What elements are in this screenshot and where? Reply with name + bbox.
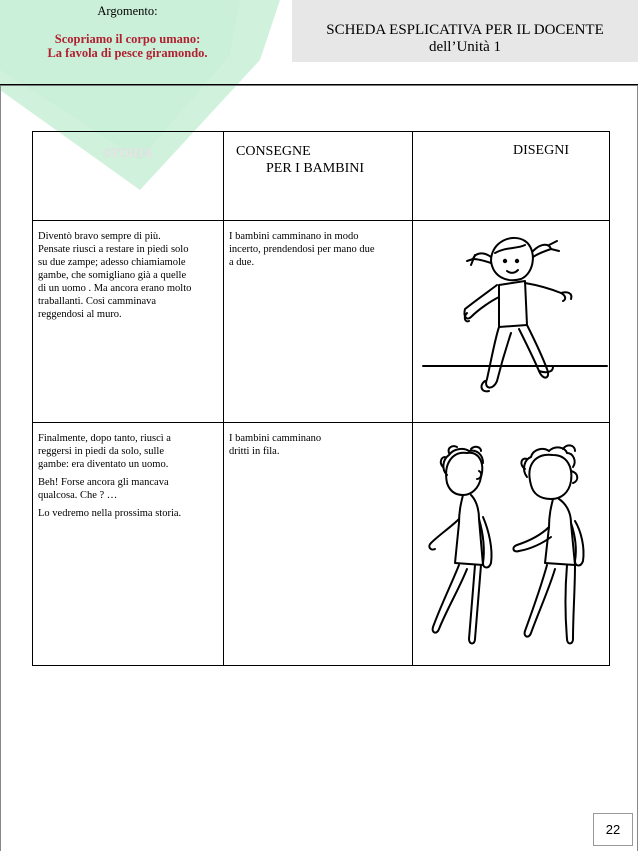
storia-line: gambe, che somigliano già a quelle — [38, 270, 187, 281]
page-border-left — [0, 86, 1, 851]
disegni-cell-1 — [413, 221, 610, 423]
disegni-cell-2 — [413, 423, 610, 666]
storia-line: qualcosa. Che ? … — [38, 490, 118, 501]
storia-text-1 — [33, 221, 223, 321]
storia-line: reggendosi al muro. — [38, 309, 122, 320]
storia-line: Pensate riuscì a restare in piedi solo — [38, 244, 189, 255]
header-cell-disegni — [413, 132, 610, 221]
table-row — [33, 221, 610, 423]
consegne-line: dritti in fila. — [229, 446, 280, 457]
consegne-line: I bambini camminano in modo — [229, 231, 359, 242]
consegne-text-1 — [224, 221, 412, 269]
header-disegni: DISEGNI — [513, 143, 569, 158]
header-rule-shadow — [0, 85, 638, 86]
consegne-line: I bambini camminano — [229, 433, 322, 444]
header-consegne-line-1: CONSEGNE — [236, 144, 311, 159]
consegne-cell-2 — [224, 423, 413, 666]
header-cell-storia — [33, 132, 224, 221]
storia-line: reggersi in piedi da solo, sulle — [38, 446, 164, 457]
table-header-row — [33, 132, 610, 221]
header-title: SCHEDA ESPLICATIVA PER IL DOCENTE — [326, 22, 604, 38]
storia-line: Lo vedremo nella prossima storia. — [38, 508, 182, 519]
storia-line: gambe: era diventato un uomo. — [38, 459, 169, 470]
storia-line: traballanti. Così camminava — [38, 296, 157, 307]
storia-line: Beh! Forse ancora gli mancava — [38, 477, 169, 488]
child-walking-drawing — [413, 221, 609, 422]
consegne-line: a due. — [229, 257, 255, 268]
argomento-line-1: Scopriamo il corpo umano: — [54, 32, 201, 46]
argomento-label: Argomento: — [97, 4, 158, 18]
header-consegne — [224, 132, 412, 177]
argomento-block — [0, 0, 300, 90]
storia-paragraph-3 — [38, 507, 219, 520]
header-subtitle: dell’Unità 1 — [428, 39, 502, 55]
storia-line: Finalmente, dopo tanto, riuscì a — [38, 433, 171, 444]
argomento-line-2: La favola di pesce giramondo. — [47, 46, 208, 60]
storia-text-2 — [33, 423, 223, 520]
storia-cell-2 — [33, 423, 224, 666]
explanation-table — [32, 131, 610, 666]
header-box — [292, 0, 638, 62]
consegne-text-2 — [224, 423, 412, 458]
storia-line: su due zampe; adesso chiamiamole — [38, 257, 186, 268]
storia-paragraph-1 — [38, 432, 219, 471]
storia-line: di un uomo . Ma ancora erano molto — [38, 283, 192, 294]
storia-line: Diventò bravo sempre di più. — [38, 231, 161, 242]
consegne-cell-1 — [224, 221, 413, 423]
storia-cell-1 — [33, 221, 224, 423]
two-children-walking-drawing — [413, 423, 609, 665]
header-storia: STORIA — [103, 145, 153, 160]
header-cell-consegne — [224, 132, 413, 221]
table-row — [33, 423, 610, 666]
page-number: 22 — [593, 813, 633, 846]
consegne-line: incerto, prendendosi per mano due — [229, 244, 375, 255]
storia-paragraph-2 — [38, 476, 219, 502]
header-consegne-line-2: PER I BAMBINI — [266, 161, 365, 176]
